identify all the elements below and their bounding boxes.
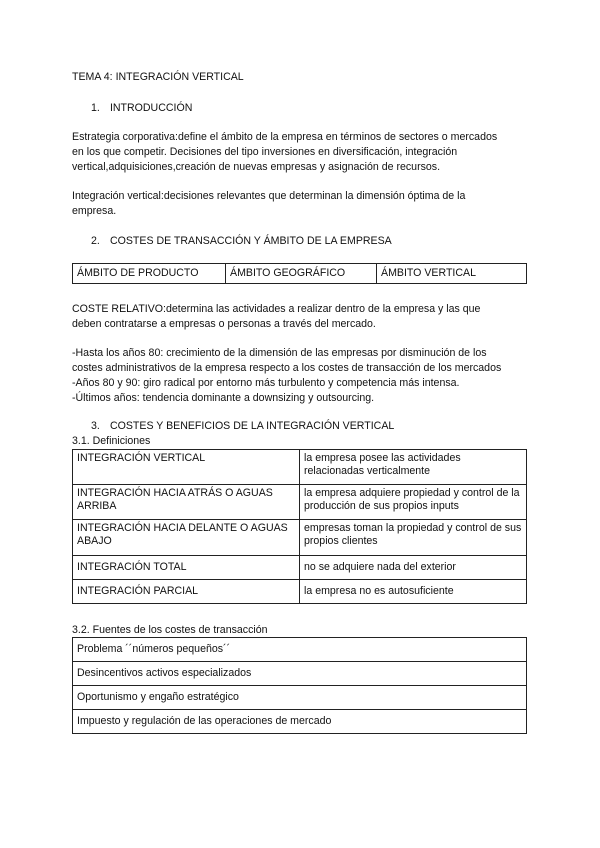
- paragraph-estrategia: [72, 130, 528, 175]
- subsection-definiciones: 3.1. Definiciones: [72, 435, 151, 447]
- paragraph-line: vertical,adquisiciones,creación de nuevas empresas y asignación de recursos.: [72, 161, 441, 173]
- table-row: [73, 662, 527, 686]
- table-row: [73, 264, 527, 284]
- table-cell: Problema ´´números pequeños´´: [73, 638, 527, 662]
- definition-cell: no se adquiere nada del exterior: [300, 556, 527, 580]
- table-row: [73, 520, 527, 556]
- section-heading-introduccion: [91, 101, 192, 116]
- table-cell: Oportunismo y engaño estratégico: [73, 686, 527, 710]
- table-cell: ÁMBITO VERTICAL: [377, 264, 527, 284]
- paragraph-line: -Hasta los años 80: crecimiento de la dimensión de las empresas por disminución de los: [72, 347, 487, 359]
- table-row: [73, 485, 527, 520]
- section-number: 3.: [91, 420, 100, 432]
- table-cell: Impuesto y regulación de las operaciones de mercado: [73, 710, 527, 734]
- paragraph-line: Integración vertical:decisiones relevantes que determinan la dimensión óptima de la: [72, 190, 466, 202]
- definiciones-table: [72, 449, 527, 604]
- paragraph-line: empresa.: [72, 205, 117, 217]
- paragraph-historia: [72, 346, 528, 406]
- ambito-table: [72, 263, 527, 284]
- paragraph-integracion: [72, 189, 528, 219]
- paragraph-line: -Últimos años: tendencia dominante a downsizing y outsourcing.: [72, 392, 375, 404]
- paragraph-line: deben contratarse a empresas o personas a través del mercado.: [72, 318, 376, 330]
- term-cell: INTEGRACIÓN HACIA DELANTE O AGUAS ABAJO: [73, 520, 300, 556]
- section-number: 1.: [91, 102, 100, 114]
- definition-cell: la empresa adquiere propiedad y control de la producción de sus propios inputs: [300, 485, 527, 520]
- table-row: [73, 710, 527, 734]
- table-row: [73, 450, 527, 485]
- definition-cell: la empresa no es autosuficiente: [300, 580, 527, 604]
- definition-cell: la empresa posee las actividades relacionadas verticalmente: [300, 450, 527, 485]
- paragraph-line: Estrategia corporativa:define el ámbito de la empresa en términos de sectores o mercados: [72, 131, 498, 143]
- paragraph-line: costes administrativos de la empresa respecto a los costes de transacción de los mercados: [72, 362, 502, 374]
- section-heading-beneficios: [91, 419, 394, 434]
- section-heading-text: INTRODUCCIÓN: [109, 102, 193, 114]
- paragraph-coste-relativo: [72, 302, 528, 332]
- table-cell: Desincentivos activos especializados: [73, 662, 527, 686]
- document-title: TEMA 4: INTEGRACIÓN VERTICAL: [72, 71, 244, 83]
- table-cell: ÁMBITO DE PRODUCTO: [73, 264, 226, 284]
- term-cell: INTEGRACIÓN HACIA ATRÁS O AGUAS ARRIBA: [73, 485, 300, 520]
- definition-cell: empresas toman la propiedad y control de sus propios clientes: [300, 520, 527, 556]
- paragraph-line: en los que competir. Decisiones del tipo inversiones en diversificación, integración: [72, 146, 458, 158]
- table-row: [73, 686, 527, 710]
- table-row: [73, 638, 527, 662]
- table-row: [73, 556, 527, 580]
- term-cell: INTEGRACIÓN PARCIAL: [73, 580, 300, 604]
- term-cell: INTEGRACIÓN TOTAL: [73, 556, 300, 580]
- fuentes-table: [72, 637, 527, 734]
- paragraph-line: -Años 80 y 90: giro radical por entorno más turbulento y competencia más intensa.: [72, 377, 460, 389]
- section-heading-costes: [91, 234, 392, 249]
- paragraph-line: COSTE RELATIVO:determina las actividades a realizar dentro de la empresa y las que: [72, 303, 481, 315]
- subsection-fuentes: 3.2. Fuentes de los costes de transacción: [72, 624, 268, 636]
- section-number: 2.: [91, 235, 100, 247]
- term-cell: INTEGRACIÓN VERTICAL: [73, 450, 300, 485]
- section-heading-text: COSTES DE TRANSACCIÓN Y ÁMBITO DE LA EMPRESA: [109, 235, 392, 247]
- table-row: [73, 580, 527, 604]
- section-heading-text: COSTES Y BENEFICIOS DE LA INTEGRACIÓN VERTICAL: [109, 420, 395, 432]
- table-cell: ÁMBITO GEOGRÁFICO: [226, 264, 377, 284]
